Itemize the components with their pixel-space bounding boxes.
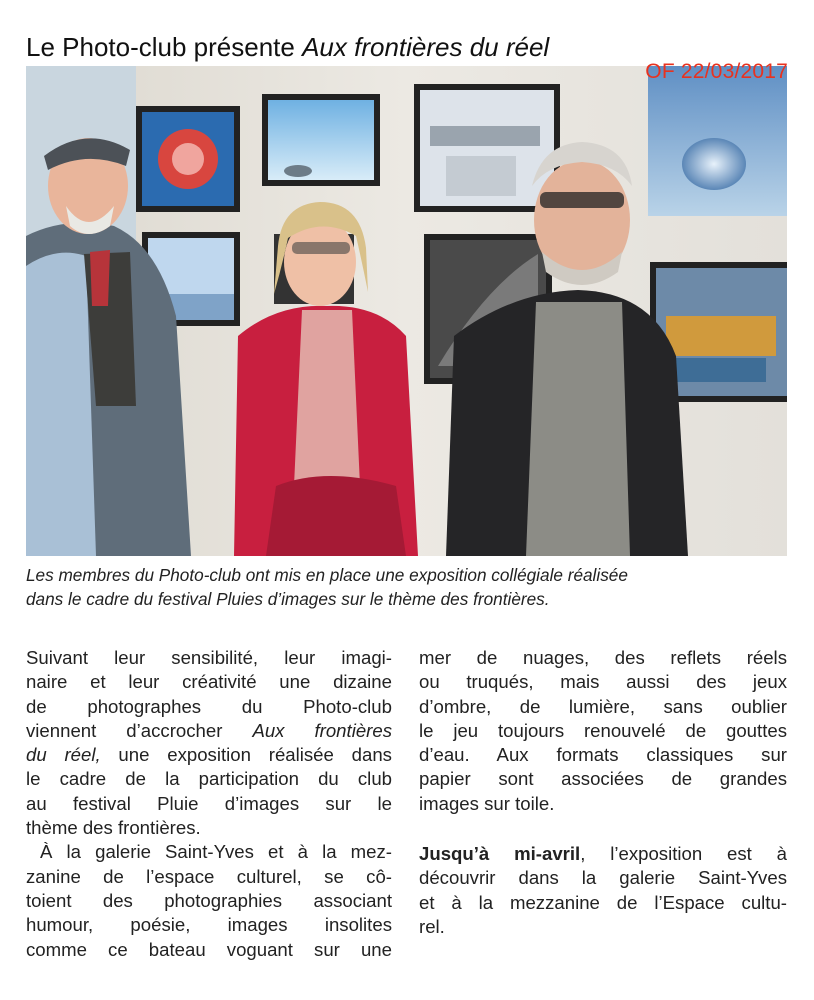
body-line: d’ombre, de lumière, sans oublier [419,695,787,717]
body-line: le cadre de la participation du club [26,768,392,790]
body-line: ou truqués, mais aussi des jeux [419,671,787,693]
body-text: , l’exposition est à [580,843,787,865]
article-column-right [419,646,787,939]
exhibition-title-inline: Aux frontières [252,719,392,741]
body-line: Suivant leur sensibilité, leur imagi- [26,647,392,668]
body-line: au festival Pluie d’images sur le [26,792,392,814]
body-text: une exposition réalisée dans [100,744,392,766]
caption-line: Les membres du Photo-club ont mis en place une exposition collégiale réalisée [26,565,628,585]
headline [26,31,549,63]
body-line: et à la mezzanine de l’Espace cultu- [419,891,787,913]
body-line: le jeu toujours renouvelé de gouttes [419,719,787,741]
body-line [26,719,392,743]
body-line: À la galerie Saint-Yves et à la mez- [40,841,392,863]
body-line [26,743,392,767]
article-photo [26,66,787,556]
headline-plain: Le Photo-club présente [26,32,303,63]
body-text: viennent d’accrocher [26,719,253,741]
exhibition-title-inline: du réel, [26,744,101,766]
body-line: humour, poésie, images insolites [26,914,392,936]
body-line: rel. [419,915,445,937]
body-line: mer de nuages, des reflets réels [419,647,787,668]
body-line: images sur toile. [419,792,555,814]
body-line: comme ce bateau voguant sur une [26,938,392,960]
caption-line: dans le cadre du festival Pluies d’images sur le thème des frontières. [26,589,550,609]
article-column-left [26,646,392,962]
body-line: de photographes du Photo-club [26,695,392,717]
source-date-stamp: OF 22/03/2017 [645,60,788,83]
body-line: d’eau. Aux formats classiques sur [419,744,787,766]
photo-illustration-icon [26,66,787,556]
body-line: zanine de l’espace culturel, se cô- [26,865,392,887]
body-line: découvrir dans la galerie Saint-Yves [419,867,787,889]
body-line [419,842,787,866]
body-line: naire et leur créativité une dizaine [26,671,392,693]
body-line: papier sont associées de grandes [419,768,787,790]
body-line: toient des photographies associant [26,889,392,911]
headline-exhibition-title: Aux frontières du réel [302,32,550,63]
date-highlight: Jusqu’à mi-avril [419,843,581,865]
photo-caption [26,563,792,611]
body-line: thème des frontières. [26,817,201,839]
